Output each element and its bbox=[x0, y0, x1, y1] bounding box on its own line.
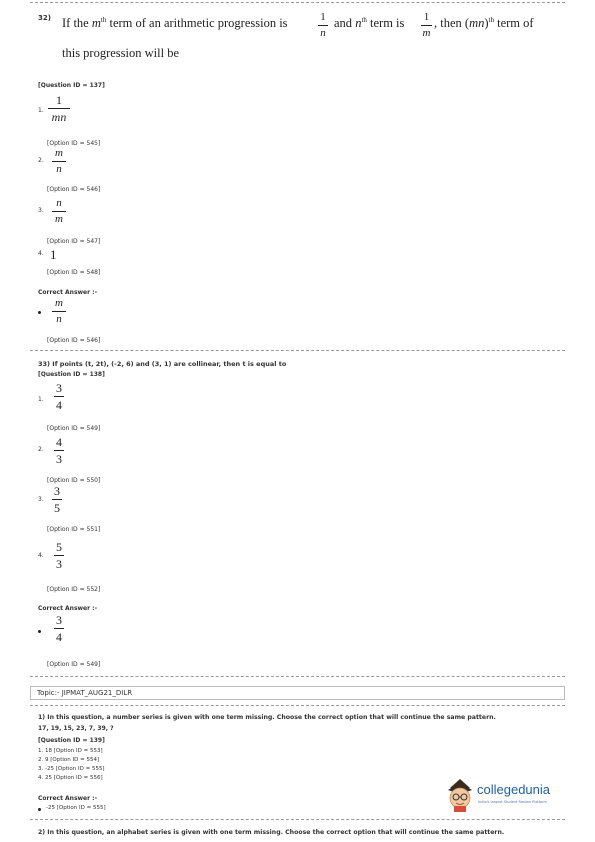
option-number: 1. bbox=[38, 107, 44, 114]
question-text-mid: and $n^{th}$ term is bbox=[334, 16, 405, 31]
topic-label: Topic:- JIPMAT_AUG21_DILR bbox=[37, 689, 133, 697]
question-id: [Question ID = 138] bbox=[38, 371, 105, 378]
correct-answer-fraction: m n bbox=[52, 298, 66, 325]
option-1-fraction[interactable]: 3 4 bbox=[56, 381, 62, 412]
question-text-line2: this progression will be bbox=[62, 46, 180, 60]
option-2-fraction[interactable]: m n bbox=[52, 148, 66, 175]
option-number: 3. bbox=[38, 496, 44, 503]
top-divider bbox=[30, 2, 565, 3]
number-series: 17, 19, 15, 23, 7, 39, ? bbox=[38, 725, 114, 732]
question-number: 32) bbox=[38, 14, 51, 22]
question-text: 33) If points (t, 2t), (-2, 6) and (3, 1) are collinear, then t is equal to bbox=[38, 360, 287, 368]
option-2[interactable]: 2. 9 [Option ID = 554] bbox=[38, 757, 100, 763]
option-number: 2. bbox=[38, 157, 44, 164]
fraction-1-over-m: 1 m bbox=[422, 11, 431, 39]
question-text: 2) In this question, an alphabet series is given with one term missing. Choose the correct option that will continue the same pattern. bbox=[38, 829, 505, 836]
option-number: 3. bbox=[38, 207, 44, 214]
bullet-icon bbox=[38, 808, 41, 811]
divider bbox=[30, 676, 565, 677]
correct-answer-label: Correct Answer :- bbox=[38, 289, 98, 296]
correct-answer-value: -25 [Option ID = 555] bbox=[46, 805, 106, 811]
option-id: [Option ID = 549] bbox=[47, 425, 101, 432]
option-number: 4. bbox=[38, 250, 44, 257]
option-number: 4. bbox=[38, 552, 44, 559]
option-4[interactable]: 4. 25 [Option ID = 556] bbox=[38, 775, 103, 781]
option-id: [Option ID = 551] bbox=[47, 526, 101, 533]
divider bbox=[30, 705, 565, 706]
option-1-fraction[interactable]: 1 mn bbox=[48, 94, 70, 123]
correct-answer-fraction: 3 4 bbox=[56, 613, 62, 644]
option-id: [Option ID = 549] bbox=[47, 661, 101, 668]
question-text-line1: If the $m^{th}$ term of an arithmetic progression is bbox=[62, 16, 288, 31]
option-4-value[interactable]: 1 bbox=[50, 247, 57, 262]
option-id: [Option ID = 550] bbox=[47, 477, 101, 484]
collegedunia-logo bbox=[444, 776, 564, 812]
question-id: [Question ID = 139] bbox=[38, 737, 105, 744]
option-id: [Option ID = 545] bbox=[47, 140, 101, 147]
bullet-icon bbox=[38, 311, 41, 314]
option-1[interactable]: 1. 18 [Option ID = 553] bbox=[38, 748, 103, 754]
option-id: [Option ID = 547] bbox=[47, 238, 101, 245]
option-id: [Option ID = 546] bbox=[47, 186, 101, 193]
question-text: 1) In this question, a number series is given with one term missing. Choose the correct option that will continue the same pattern. bbox=[38, 714, 496, 721]
logo-tagline: India's largest Student Review Platform bbox=[478, 800, 547, 804]
option-3-fraction[interactable]: 3 5 bbox=[54, 484, 60, 515]
question-id: [Question ID = 137] bbox=[38, 82, 105, 89]
option-4-fraction[interactable]: 5 3 bbox=[56, 540, 62, 571]
topic-bar bbox=[30, 686, 565, 700]
fraction-1-over-n: 1 n bbox=[318, 12, 328, 39]
bullet-icon bbox=[38, 630, 41, 633]
option-id: [Option ID = 552] bbox=[47, 586, 101, 593]
logo-wordmark: collegedunia bbox=[477, 782, 551, 797]
correct-answer-label: Correct Answer :- bbox=[38, 795, 98, 802]
correct-answer-label: Correct Answer :- bbox=[38, 605, 98, 612]
option-number: 1. bbox=[38, 396, 44, 403]
option-id: [Option ID = 548] bbox=[47, 269, 101, 276]
option-number: 2. bbox=[38, 446, 44, 453]
question-text-end: , then (mn)$^{th}$ term of bbox=[434, 16, 534, 31]
option-id: [Option ID = 546] bbox=[47, 337, 101, 344]
divider bbox=[30, 350, 565, 351]
divider bbox=[30, 819, 565, 820]
mascot-icon bbox=[444, 776, 476, 812]
option-3-fraction[interactable]: n m bbox=[52, 198, 66, 225]
option-3[interactable]: 3. -25 [Option ID = 555] bbox=[38, 766, 105, 772]
option-2-fraction[interactable]: 4 3 bbox=[56, 435, 62, 466]
